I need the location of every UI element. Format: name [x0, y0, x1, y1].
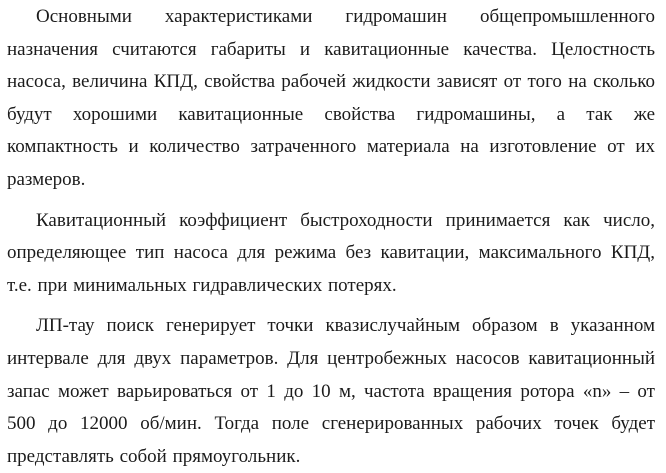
paragraph-cavitation-coefficient: Кавитационный коэффициент быстроходности принимается как число, определяющее тип насоса для режима без кавитации, максимального КПД, т.е. при минимальных гидравлических потерях. — [7, 209, 655, 296]
paragraph-lp-tau-search: ЛП-тау поиск генерирует точки квазислучайным образом в указанном интервале для двух параметров. Для центробежных насосов кавитационный запас может варьироваться от 1 до 10 м, частота вращения ротора «n» – от 500 до 12000 об/мин. Тогда поле сгенерированных рабочих точек будет представлять собой прямоугольник. — [7, 315, 655, 467]
paragraph-pump-characteristics: Основными характеристиками гидромашин общепромышленного назначения считаются габариты и кавитационные качества. Целостность насоса, величина КПД, свойства рабочей жидкости зависят от того на сколько будут хорошими кавитационные свойства гидромашины, а так же компактность и количество затраченного материала на изготовление от их размеров. — [7, 6, 655, 190]
